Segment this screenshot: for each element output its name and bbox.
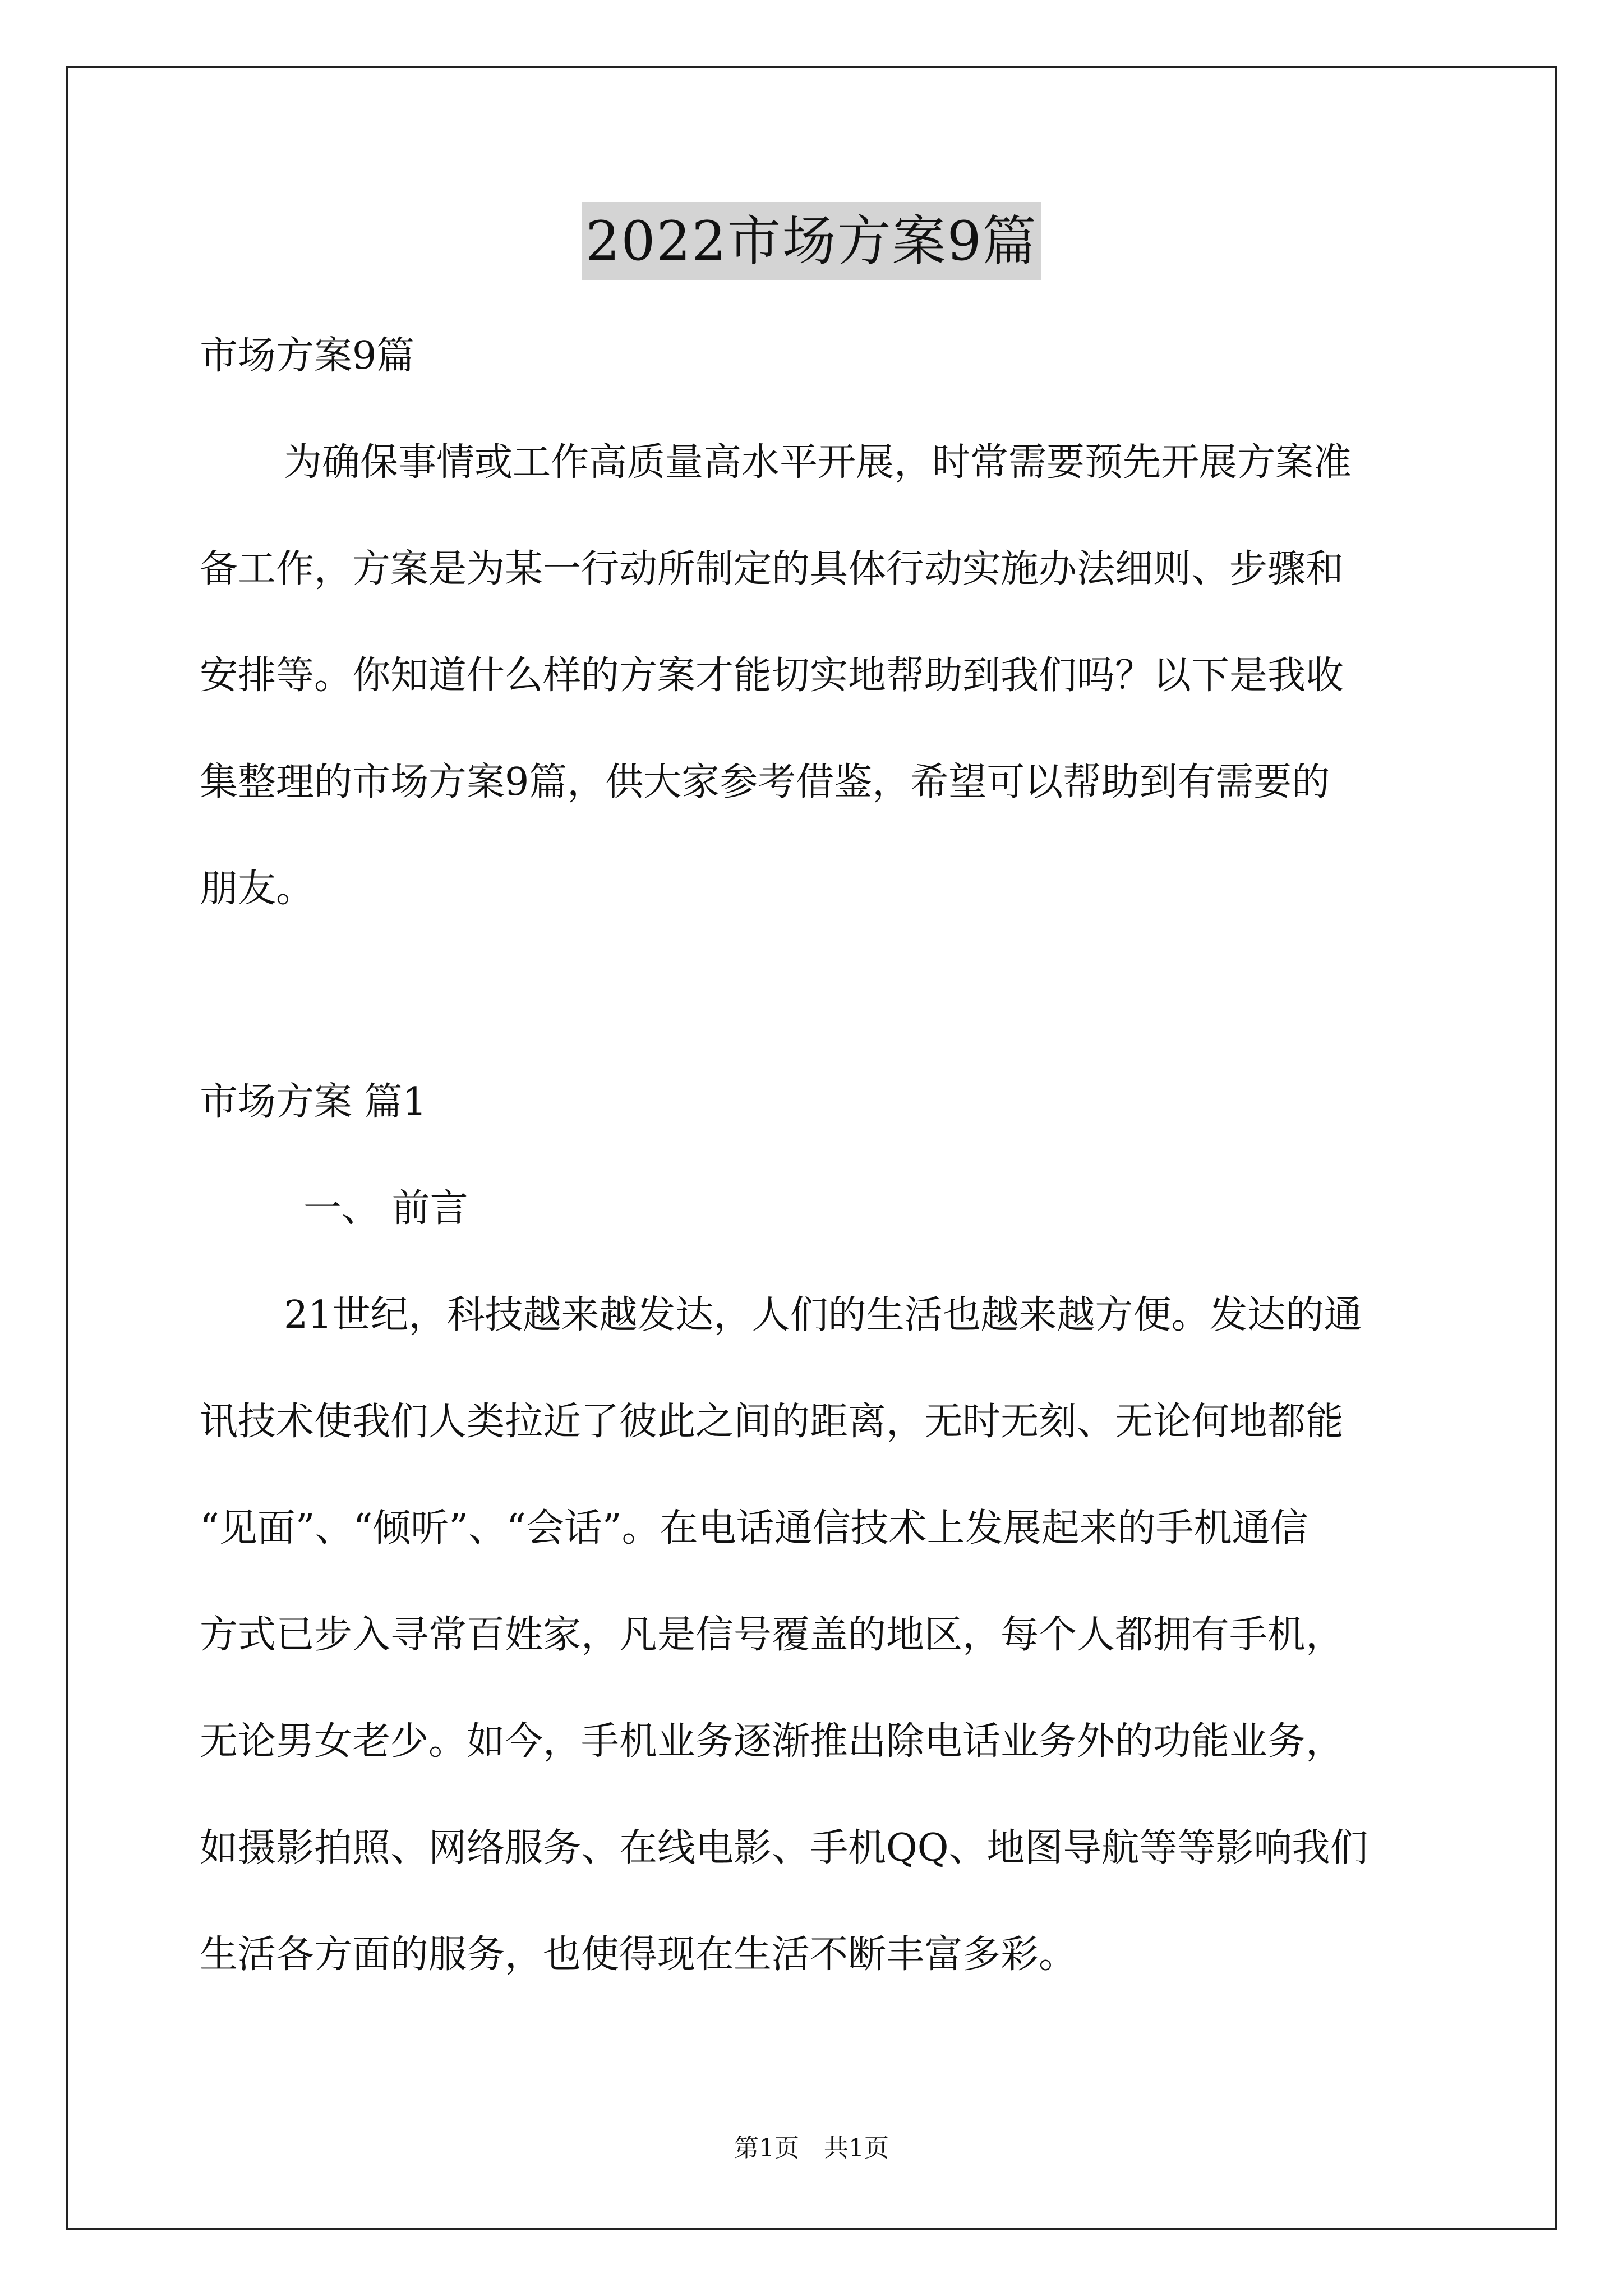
subtitle: 市场方案9篇 [200, 334, 415, 378]
document-title-text: 2022市场方案9篇 [582, 202, 1040, 280]
document-title [0, 202, 1623, 280]
document-body [200, 303, 1428, 2008]
intro-line: 集整理的市场方案9篇，供大家参考借鉴，希望可以帮助到有需要的 [200, 760, 1330, 804]
intro-line: 安排等。你知道什么样的方案才能切实地帮助到我们吗？以下是我收 [200, 654, 1344, 698]
section-heading: 市场方案 篇1 [200, 1080, 427, 1124]
body-line: 无论男女老少。如今，手机业务逐渐推出除电话业务外的功能业务， [200, 1719, 1344, 1764]
body-line: 21世纪，科技越来越发达，人们的生活也越来越方便。发达的通 [284, 1293, 1362, 1337]
body-line: 生活各方面的服务，也使得现在生活不断丰富多彩。 [200, 1932, 1077, 1977]
body-line: “见面”、“倾听”、“会话”。在电话通信技术上发展起来的手机通信 [200, 1506, 1308, 1550]
body-line: 如摄影拍照、网络服务、在线电影、手机QQ、地图导航等等影响我们 [200, 1826, 1368, 1870]
intro-line: 朋友。 [200, 867, 315, 911]
intro-line: 为确保事情或工作高质量高水平开展，时常需要预先开展方案准 [284, 440, 1352, 485]
page-footer: 第1页 共1页 [734, 2134, 889, 2162]
body-line: 讯技术使我们人类拉近了彼此之间的距离，无时无刻、无论何地都能 [200, 1400, 1344, 1444]
intro-line: 备工作，方案是为某一行动所制定的具体行动实施办法细则、步骤和 [200, 547, 1344, 591]
section-subheading: 一、 前言 [303, 1186, 468, 1231]
paragraph-gap [200, 942, 1428, 1049]
body-line: 方式已步入寻常百姓家，凡是信号覆盖的地区，每个人都拥有手机， [200, 1613, 1344, 1657]
